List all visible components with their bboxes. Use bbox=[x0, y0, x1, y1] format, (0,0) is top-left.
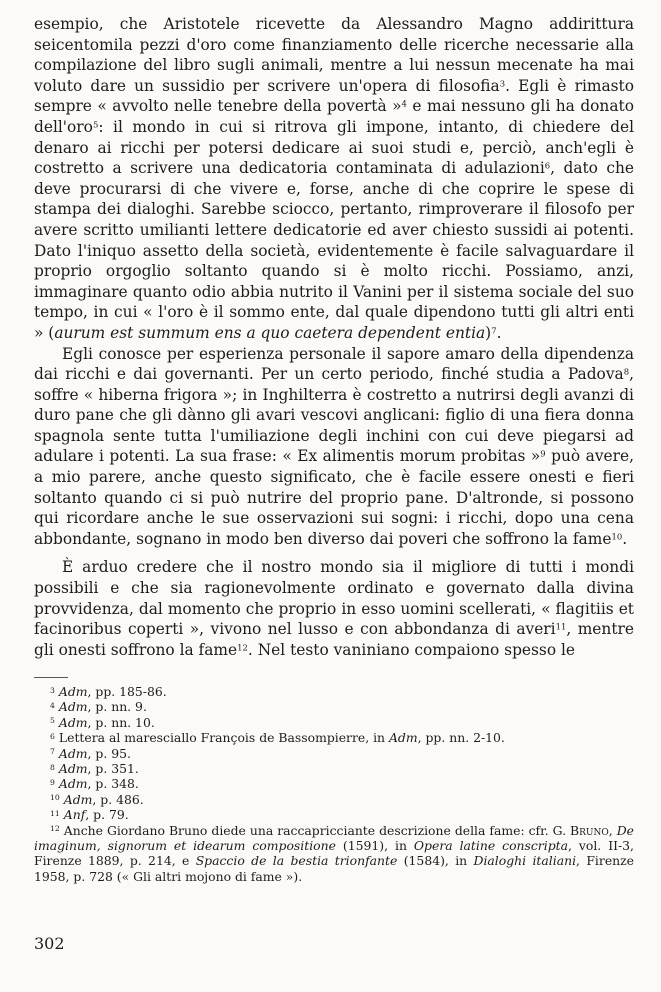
work-title: De imaginum, signorum et idearum compositione bbox=[34, 822, 634, 854]
footnote-ref-12[interactable]: 12 bbox=[237, 642, 248, 653]
text-run: può avere, a mio parere, anche questo significato, che è facile essere onesti e fieri soltanto quando ci si può nutrire del proprio pane. D'altronde, si possono qui ricordare anche le sue osservazioni sui sogni: i ricchi, dopo una cena abbondante, sognano in modo ben diverso dai poveri che soffrono la fame bbox=[34, 447, 634, 548]
footnote-abbr: Adm bbox=[58, 714, 88, 730]
footnote-number: 10 bbox=[50, 793, 60, 803]
footnote-text: , vol. II-3, Firenze 1889, p. 214, e bbox=[34, 838, 634, 869]
work-title: Opera latine conscripta bbox=[413, 838, 568, 854]
text-run: , mentre gli onesti soffrono la fame bbox=[34, 620, 634, 659]
text-run: ) bbox=[485, 323, 492, 342]
footnote-text: , p. nn. 9. bbox=[87, 699, 147, 715]
text-run: È arduo credere che il nostro mondo sia il migliore di tutti i mondi possibili e che sia ragionevolmente ordinato e governato dalla divina provvidenza, dal momento che proprio in esso uomini scellerati, « flagitiis et facinoribus coperti », vivono nel lusso e con abbondanza di averi bbox=[34, 558, 634, 639]
footnote-text: , p. 348. bbox=[87, 776, 139, 792]
footnote-abbr: Adm bbox=[58, 745, 88, 761]
footnote-text: , bbox=[608, 822, 617, 838]
footnote-text: , Firenze 1958, p. 728 (« Gli altri mojono di fame »). bbox=[34, 853, 634, 884]
footnote-text: , p. 79. bbox=[85, 807, 129, 823]
text-run: . Nel testo vaniniano compaiono spesso le bbox=[247, 640, 576, 659]
footnote-ref-10[interactable]: 10 bbox=[611, 531, 623, 542]
footnote-abbr: Adm bbox=[58, 761, 88, 777]
footnote-divider bbox=[34, 677, 68, 678]
footnote-abbr: Anf bbox=[63, 807, 86, 823]
footnote-text: , pp. nn. 2-10. bbox=[417, 730, 505, 746]
text-run: esempio, che Aristotele ricevette da Alessandro Magno addirittura seicentomila pezzi d'oro come finanziamento delle ricerche necessarie alla compilazione del libro sugli animali, mentre a lui nessun mecenate ha mai voluto dare un sussidio per scrivere un'opera di filosofia bbox=[34, 15, 634, 95]
author-name: Bruno bbox=[570, 822, 609, 838]
footnote-number: 4 bbox=[50, 700, 55, 710]
footnote-abbr: Adm bbox=[58, 684, 88, 699]
footnote-ref-8[interactable]: 8 bbox=[623, 366, 630, 377]
footnote-9 bbox=[34, 776, 634, 791]
footnote-text: , p. nn. 10. bbox=[87, 714, 155, 730]
footnote-7 bbox=[34, 746, 634, 761]
footnote-number: 3 bbox=[50, 685, 55, 695]
footnote-10 bbox=[34, 792, 634, 807]
paragraph-1 bbox=[34, 14, 634, 344]
footnote-3 bbox=[34, 684, 634, 699]
text-run: e mai nessuno gli ha donato dell'oro bbox=[34, 97, 634, 136]
text-run: : il mondo in cui si ritrova gli impone, intanto, di chiedere del denaro ai ricchi per potersi dedicare ai suoi studi e, perciò, anch'egli è costretto a scrivere una dedicatoria contaminata di adulazioni bbox=[34, 117, 634, 178]
footnote-number: 9 bbox=[50, 777, 55, 787]
footnote-abbr: Adm bbox=[58, 699, 88, 715]
footnotes bbox=[34, 684, 634, 884]
footnote-text: , p. 95. bbox=[87, 745, 131, 761]
text-run: Egli conosce per esperienza personale il sapore amaro della dipendenza dai ricchi e dai governanti. Per un certo periodo, finché studia a Padova bbox=[34, 344, 634, 384]
footnote-text: , p. 486. bbox=[92, 791, 144, 807]
footnote-abbr: Adm bbox=[58, 776, 88, 792]
footnote-5 bbox=[34, 715, 634, 730]
footnote-ref-4[interactable]: 4 bbox=[401, 98, 407, 109]
footnote-11 bbox=[34, 807, 634, 822]
footnote-ref-3[interactable]: 3 bbox=[499, 78, 506, 89]
footnote-number: 12 bbox=[50, 824, 60, 834]
footnote-ref-11[interactable]: 11 bbox=[555, 621, 567, 632]
footnote-6 bbox=[34, 730, 634, 745]
footnote-12 bbox=[34, 823, 634, 885]
footnote-ref-5[interactable]: 5 bbox=[92, 119, 99, 130]
text-run: . bbox=[496, 323, 502, 342]
work-title: Spaccio de la bestia trionfante bbox=[195, 853, 398, 869]
text-run: , dato che deve procurarsi di che vivere e, forse, anche di che coprire le spese di stampa dei dialoghi. Sarebbe sciocco, pertanto, rimproverare il filosofo per avere scritto umilianti lettere dedicatorie ed aver chiesto sussidi ai potenti. Dato l'iniquo assetto della società, evidentemente è facile salvaguardare il proprio orgoglio soltanto quando si è molto ricchi. Possiamo, anzi, immaginare quanto odio abbia nutrito il Vanini per il sistema sociale del suo tempo, in cui « l'oro è il sommo ente, dal quale dipendono tutti gli altri enti » ( bbox=[34, 159, 635, 342]
text-run: , soffre « hiberna frigora »; in Inghilterra è costretto a nutrirsi degli avanzi di duro pane che gli dànno gli avari vescovi anglicani: figlio di una fiera donna spagnola sente tutta l'umiliazione degli inchini con cui deve piegarsi ad adulare i potenti. La sua frase: « Ex alimentis morum probitas » bbox=[34, 365, 634, 466]
paragraph-3 bbox=[34, 557, 634, 660]
footnote-number: 7 bbox=[50, 747, 55, 757]
footnote-text: Lettera al maresciallo François de Bassompierre, in bbox=[58, 730, 389, 746]
text-run: . bbox=[622, 529, 628, 548]
footnote-number: 5 bbox=[50, 716, 55, 726]
footnote-ref-7[interactable]: 7 bbox=[491, 325, 497, 336]
footnote-text: , p. 351. bbox=[87, 761, 139, 777]
paragraph-2 bbox=[34, 344, 634, 550]
footnote-abbr: Adm bbox=[388, 730, 418, 746]
footnote-ref-6[interactable]: 6 bbox=[544, 160, 551, 171]
footnote-text: (1591), in bbox=[335, 838, 414, 854]
page-number: 302 bbox=[34, 934, 65, 953]
main-text bbox=[34, 14, 634, 660]
footnote-8 bbox=[34, 761, 634, 776]
footnote-number: 6 bbox=[50, 731, 55, 741]
footnote-ref-9[interactable]: 9 bbox=[540, 448, 546, 459]
latin-quote: aurum est summum ens a quo caetera dependent entia bbox=[54, 323, 486, 342]
footnote-text: Anche Giordano Bruno diede una raccapricciante descrizione della fame: cfr. G. bbox=[63, 822, 571, 838]
footnote-abbr: Adm bbox=[63, 791, 93, 807]
work-title: Dialoghi italiani bbox=[473, 853, 577, 869]
footnote-4 bbox=[34, 699, 634, 714]
footnote-text: (1584), in bbox=[397, 853, 474, 869]
footnote-number: 11 bbox=[50, 808, 60, 818]
text-run: . Egli è rimasto sempre « avvolto nelle tenebre della povertà » bbox=[34, 76, 634, 116]
footnote-text: , pp. 185-86. bbox=[87, 684, 167, 699]
footnote-number: 8 bbox=[50, 762, 55, 772]
